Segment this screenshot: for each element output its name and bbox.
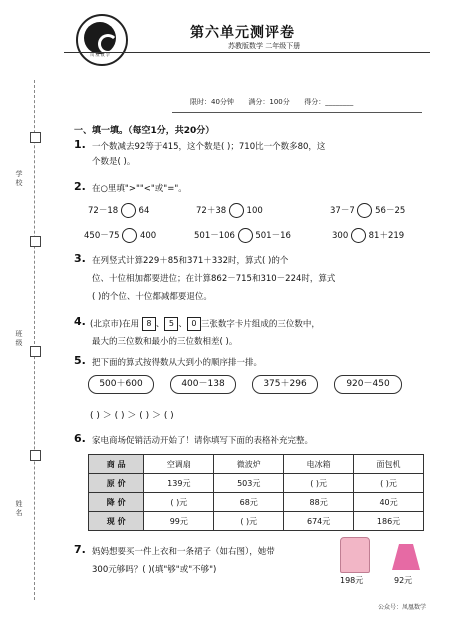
q2-row2-a: 450－75 400 <box>84 228 156 243</box>
answer-circle[interactable] <box>122 228 137 243</box>
publisher-logo <box>76 14 128 66</box>
q7-line-1: 妈妈想要买一件上衣和一条裙子（如右图），她带 <box>92 547 275 557</box>
q6-text: 家电商场促销活动开始了！请你填写下面的表格补充完整。 <box>92 436 314 446</box>
question-number: 3. <box>74 252 86 265</box>
expression-pill: 920－450 <box>334 375 402 394</box>
table-row: 原 价 139元 503元 ( )元 ( )元 <box>89 474 424 493</box>
school-label: 学 校 <box>15 170 23 187</box>
price-table <box>88 454 424 531</box>
answer-circle[interactable] <box>351 228 366 243</box>
question-number: 7. <box>74 543 86 556</box>
question-number: 2. <box>74 180 86 193</box>
coat-image <box>340 537 370 573</box>
score-field: 得分：________ <box>304 98 354 106</box>
expression-pill: 375＋296 <box>252 375 318 394</box>
exam-meta <box>190 97 353 107</box>
table-row: 现 价 99元 ( )元 674元 186元 <box>89 512 424 531</box>
question-number: 1. <box>74 138 86 151</box>
time-limit: 限时：40分钟 <box>190 98 234 106</box>
question-number: 4. <box>74 315 86 328</box>
q2-row1-b: 72＋38 100 <box>196 203 263 218</box>
order-answer: ( ) ＞ ( ) ＞ ( ) ＞ ( ) <box>90 411 174 421</box>
binding-box <box>30 450 41 461</box>
answer-circle[interactable] <box>121 203 136 218</box>
section-heading: 一、填一填。（每空1分，共20分） <box>74 126 215 136</box>
q7-line-2: 300元够吗？( )(填"够"或"不够") <box>92 565 217 575</box>
name-label: 姓 名 <box>15 500 23 517</box>
skirt-image <box>392 544 420 570</box>
answer-circle[interactable] <box>357 203 372 218</box>
question-number: 6. <box>74 432 86 445</box>
answer-circle[interactable] <box>229 203 244 218</box>
digit-card: 0 <box>187 317 201 331</box>
header-divider <box>64 52 430 53</box>
digit-card: 8 <box>142 317 156 331</box>
q5-text: 把下面的算式按得数从大到小的顺序排一排。 <box>92 358 263 368</box>
table-row: 商 品 空调扇 微波炉 电冰箱 面包机 <box>89 455 424 474</box>
answer-circle[interactable] <box>238 228 253 243</box>
q2-text: 在○里填">""<"或"="。 <box>92 184 187 194</box>
skirt-price: 92元 <box>394 576 413 585</box>
expression-pill: 400－138 <box>170 375 236 394</box>
binding-box <box>30 346 41 357</box>
q2-row1-c: 37－7 56－25 <box>330 203 405 218</box>
q1-text-2: 个数是( )。 <box>92 157 136 167</box>
region-tag: (北京市) <box>90 319 123 330</box>
page-subtitle: 苏教版数学 二年级下册 <box>228 42 301 50</box>
binding-box <box>30 236 41 247</box>
q1-text: 一个数减去92等于415，这个数是( )；710比一个数多80，这 <box>92 142 326 152</box>
q3-line-3: ( )的个位、十位都减都要退位。 <box>92 292 212 302</box>
q3-line-2: 位、十位相加都要进位；在计算862－715和310－224时，算式 <box>92 274 336 284</box>
logo-text: 凤 凰 数 学 <box>90 52 110 57</box>
phoenix-icon <box>84 22 116 54</box>
digit-card: 5 <box>164 317 178 331</box>
q2-row1-a: 72－18 64 <box>88 203 149 218</box>
q2-row2-b: 501－106 501－16 <box>194 228 291 243</box>
binding-line <box>34 80 35 600</box>
footer-credit: 公众号：凤凰数学 <box>378 604 427 611</box>
question-number: 5. <box>74 354 86 367</box>
q4-line-1: (北京市)在用 8 、 5 、 0 三张数字卡片组成的三位数中， <box>90 319 320 330</box>
q3-line-1: 在列竖式计算229＋85和371＋332时，算式( )的个 <box>92 256 289 266</box>
class-label: 班 级 <box>15 330 23 347</box>
coat-price: 198元 <box>340 576 364 585</box>
expression-pill: 500＋600 <box>88 375 154 394</box>
meta-divider <box>172 112 422 113</box>
page-title: 第六单元测评卷 <box>190 25 295 41</box>
full-score: 满分：100分 <box>248 98 290 106</box>
table-row: 降 价 ( )元 68元 88元 40元 <box>89 493 424 512</box>
q4-line-2: 最大的三位数和最小的三位数相差( )。 <box>92 337 238 347</box>
q2-row2-c: 300 81＋219 <box>332 228 404 243</box>
binding-box <box>30 132 41 143</box>
